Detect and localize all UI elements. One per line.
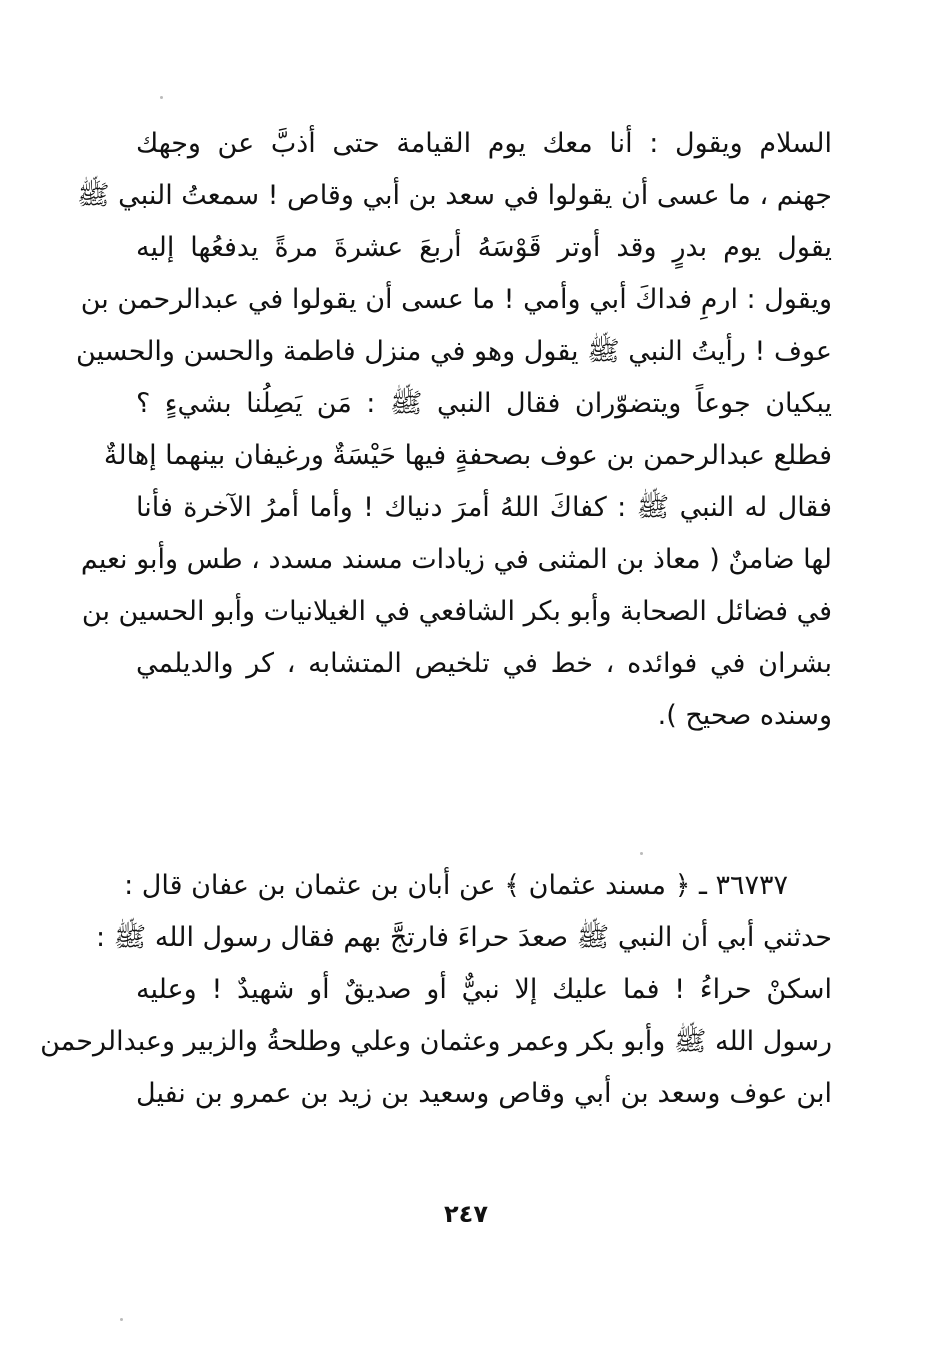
text-line: لها ضامنٌ ( معاذ بن المثنى في زيادات مسند مسدد ، طس وأبو نعيم xyxy=(80,544,832,575)
text-line: بشران في فوائده ، خط في تلخيص المتشابه ، كر والديلمي xyxy=(136,648,832,679)
scan-speck xyxy=(160,96,163,99)
paragraph-hadith-36737 xyxy=(40,860,832,1120)
page-number: ٢٤٧ xyxy=(444,1200,488,1228)
text-line: جهنم ، ما عسى أن يقولوا في سعد بن أبي وقاص ! سمعتُ النبي ﷺ xyxy=(76,180,832,211)
text-line: حدثني أبي أن النبي ﷺ صعدَ حراءَ فارتجَّ بهم فقال رسول الله ﷺ : xyxy=(95,922,832,953)
text-line: يبكيان جوعاً ويتضوّران فقال النبي ﷺ : مَن يَصِلُنا بشيءٍ ؟ xyxy=(136,388,832,419)
scan-speck xyxy=(640,852,643,855)
text-line: ابن عوف وسعد بن أبي وقاص وسعيد بن زيد بن عمرو بن نفيل xyxy=(136,1078,832,1109)
text-line: اسكنْ حراءُ ! فما عليك إلا نبيٌّ أو صديقٌ أو شهيدٌ ! وعليه xyxy=(136,974,832,1005)
paragraph-hadith-continued xyxy=(75,118,832,742)
text-line: رسول الله ﷺ وأبو بكر وعمر وعثمان وعلي وطلحةُ والزبير وعبدالرحمن xyxy=(40,1026,832,1057)
text-line: فطلع عبدالرحمن بن عوف بصحفةٍ فيها حَيْسَةٌ ورغيفان بينهما إهالةٌ xyxy=(103,440,832,471)
text-line: وسنده صحيح ). xyxy=(657,700,832,731)
text-line: عوف ! رأيتُ النبي ﷺ يقول وهو في منزل فاطمة والحسن والحسين xyxy=(75,336,832,367)
text-line: في فضائل الصحابة وأبو بكر الشافعي في الغيلانيات وأبو الحسين بن xyxy=(81,596,832,627)
hadith-heading-line: ٣٦٧٣٧ ـ ﴿ مسند عثمان ﴾ عن أبان بن عثمان بن عفان قال : xyxy=(124,870,788,901)
text-line: ويقول : ارمِ فداكَ أبي وأمي ! ما عسى أن يقولوا في عبدالرحمن بن xyxy=(80,284,832,315)
scan-speck xyxy=(120,1318,123,1321)
text-line: فقال له النبي ﷺ : كفاكَ اللهُ أمرَ دنياك ! وأما أمرُ الآخرة فأنا xyxy=(136,492,832,523)
text-line: يقول يوم بدرٍ وقد أوتر قَوْسَهُ أربعَ عشرةَ مرةً يدفعُها إليه xyxy=(136,232,832,263)
text-line: السلام ويقول : أنا معك يوم القيامة حتى أذبَّ عن وجهك xyxy=(136,128,832,159)
